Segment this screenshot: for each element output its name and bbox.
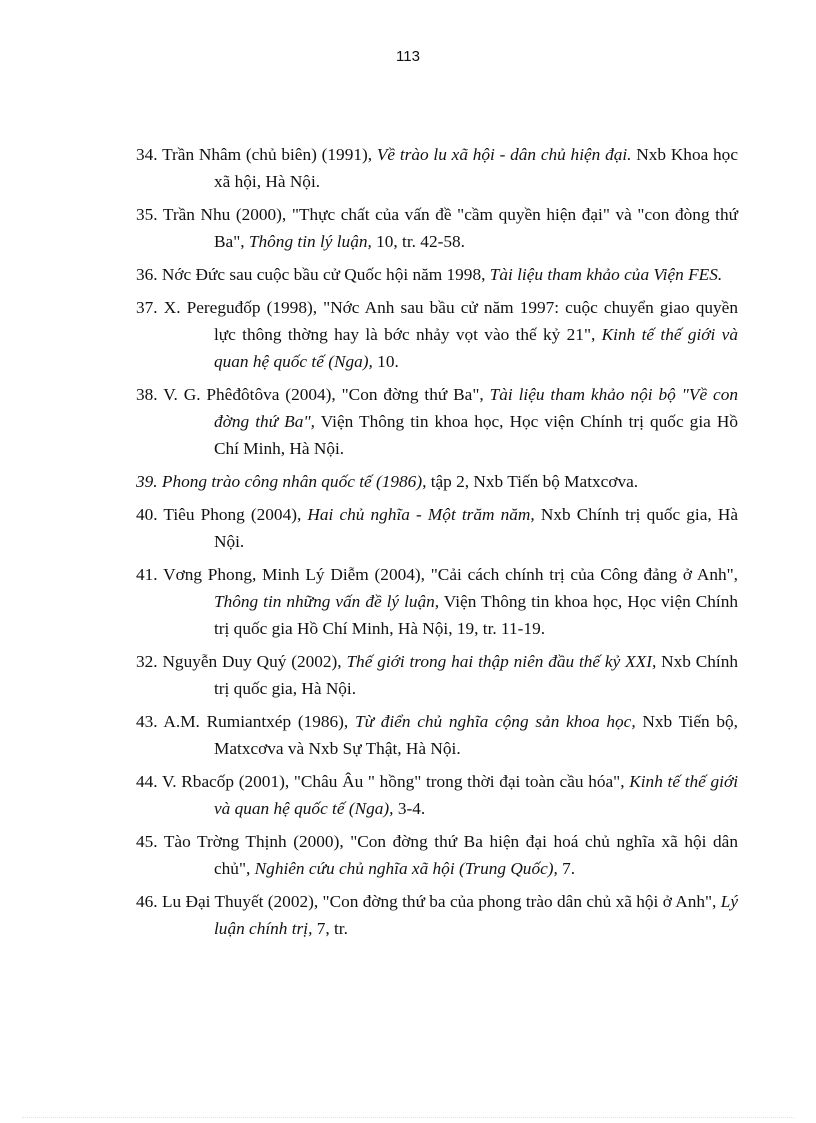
reference-text: 7, tr.	[312, 919, 348, 938]
reference-number: 39.	[136, 472, 158, 491]
reference-text: V. Rbacốp (2001), "Châu Âu " hồng" trong thời đại toàn cầu hóa",	[157, 772, 630, 791]
reference-title: Kinh tế thế giới và quan hệ quốc tế (Nga),	[214, 772, 738, 818]
reference-text: Viện Thông tin khoa học, Học viện Chính trị quốc gia Hồ Chí Minh, Hà Nội, 19, tr. 11-19.	[214, 592, 738, 638]
reference-text: A.M. Rumiantxép (1986),	[157, 712, 355, 731]
reference-title: Tài liệu tham khảo của Viện FES.	[489, 265, 723, 284]
reference-item	[136, 888, 738, 942]
reference-number: 46.	[136, 892, 158, 911]
reference-text: tập 2, Nxb Tiến bộ Matxcơva.	[426, 472, 639, 491]
reference-item	[136, 501, 738, 555]
reference-title: Thông tin những vấn đề lý luận,	[214, 592, 440, 611]
reference-number: 44.	[136, 772, 158, 791]
reference-title: Từ điển chủ nghĩa cộng sản khoa học,	[354, 712, 636, 731]
reference-number: 32.	[136, 652, 158, 671]
reference-text: Nxb Chính trị quốc gia, Hà Nội.	[214, 505, 738, 551]
reference-item	[136, 201, 738, 255]
reference-list	[136, 141, 738, 948]
reference-text: Lu Đại Thuyết (2002), "Con đờng thứ ba của phong trào dân chủ xã hội ở Anh",	[157, 892, 721, 911]
reference-item	[136, 828, 738, 882]
reference-item	[136, 381, 738, 462]
reference-text: 10, tr. 42-58.	[371, 232, 465, 251]
reference-number: 34.	[136, 145, 158, 164]
reference-item	[136, 468, 738, 495]
reference-number: 38.	[136, 385, 158, 404]
reference-text: V. G. Phêđôtôva (2004), "Con đờng thứ Ba",	[157, 385, 490, 404]
reference-title: Nghiên cứu chủ nghĩa xã hội (Trung Quốc),	[254, 859, 558, 878]
reference-text: 7.	[557, 859, 576, 878]
reference-text: Nguyễn Duy Quý (2002),	[157, 652, 347, 671]
reference-title: Tài liệu tham khảo nội bộ "Về con đờng thứ Ba",	[214, 385, 738, 431]
reference-item	[136, 261, 738, 288]
reference-number: 41.	[136, 565, 158, 584]
reference-title: Thông tin lý luận,	[248, 232, 372, 251]
reference-title: Lý luận chính trị,	[214, 892, 738, 938]
reference-number: 35.	[136, 205, 158, 224]
reference-number: 45.	[136, 832, 158, 851]
reference-number: 36.	[136, 265, 158, 284]
reference-text: Nớc Đức sau cuộc bầu cử Quốc hội năm 1998,	[157, 265, 490, 284]
reference-title: Phong trào công nhân quốc tế (1986),	[157, 472, 427, 491]
reference-number: 43.	[136, 712, 158, 731]
reference-text: Nxb Tiến bộ, Matxcơva và Nxb Sự Thật, Hà Nội.	[214, 712, 738, 758]
reference-item	[136, 708, 738, 762]
reference-title: Về trào lu xã hội - dân chủ hiện đại.	[376, 145, 632, 164]
reference-item	[136, 141, 738, 195]
reference-text: , Nxb Chính trị quốc gia, Hà Nội.	[214, 652, 738, 698]
reference-text: X. Pereguđốp (1998), "Nớc Anh sau bầu cử năm 1997: cuộc chuyển giao quyền lực thông thờng hay là bớc nhảy vọt vào thế kỷ 21",	[157, 298, 738, 344]
reference-text: 10.	[372, 352, 399, 371]
reference-number: 37.	[136, 298, 158, 317]
reference-number: 40.	[136, 505, 158, 524]
reference-text: Trần Nhâm (chủ biên) (1991),	[157, 145, 377, 164]
reference-title: Thế giới trong hai thập niên đầu thế kỷ XXI	[346, 652, 652, 671]
reference-text: Tiêu Phong (2004),	[157, 505, 308, 524]
reference-text: Vơng Phong, Minh Lý Diễm (2004), "Cải cách chính trị của Công đảng ở Anh",	[157, 565, 738, 584]
reference-item	[136, 561, 738, 642]
reference-title: Hai chủ nghĩa - Một trăm năm,	[307, 505, 535, 524]
reference-title: Kinh tế thế giới và quan hệ quốc tế (Nga),	[214, 325, 738, 371]
page-bottom-rule	[22, 1117, 794, 1118]
reference-item	[136, 768, 738, 822]
reference-text: Tào Trờng Thịnh (2000), "Con đờng thứ Ba hiện đại hoá chủ nghĩa xã hội dân chủ",	[157, 832, 738, 878]
reference-item	[136, 294, 738, 375]
reference-item	[136, 648, 738, 702]
reference-text: Nxb Khoa học xã hội, Hà Nội.	[214, 145, 738, 191]
reference-text: Trần Nhu (2000), "Thực chất của vấn đề "cầm quyền hiện đại" và "con đòng thứ Ba",	[157, 205, 738, 251]
reference-text: 3-4.	[393, 799, 426, 818]
reference-text: Viện Thông tin khoa học, Học viện Chính trị quốc gia Hồ Chí Minh, Hà Nội.	[214, 412, 738, 458]
page-number: 113	[396, 48, 420, 65]
